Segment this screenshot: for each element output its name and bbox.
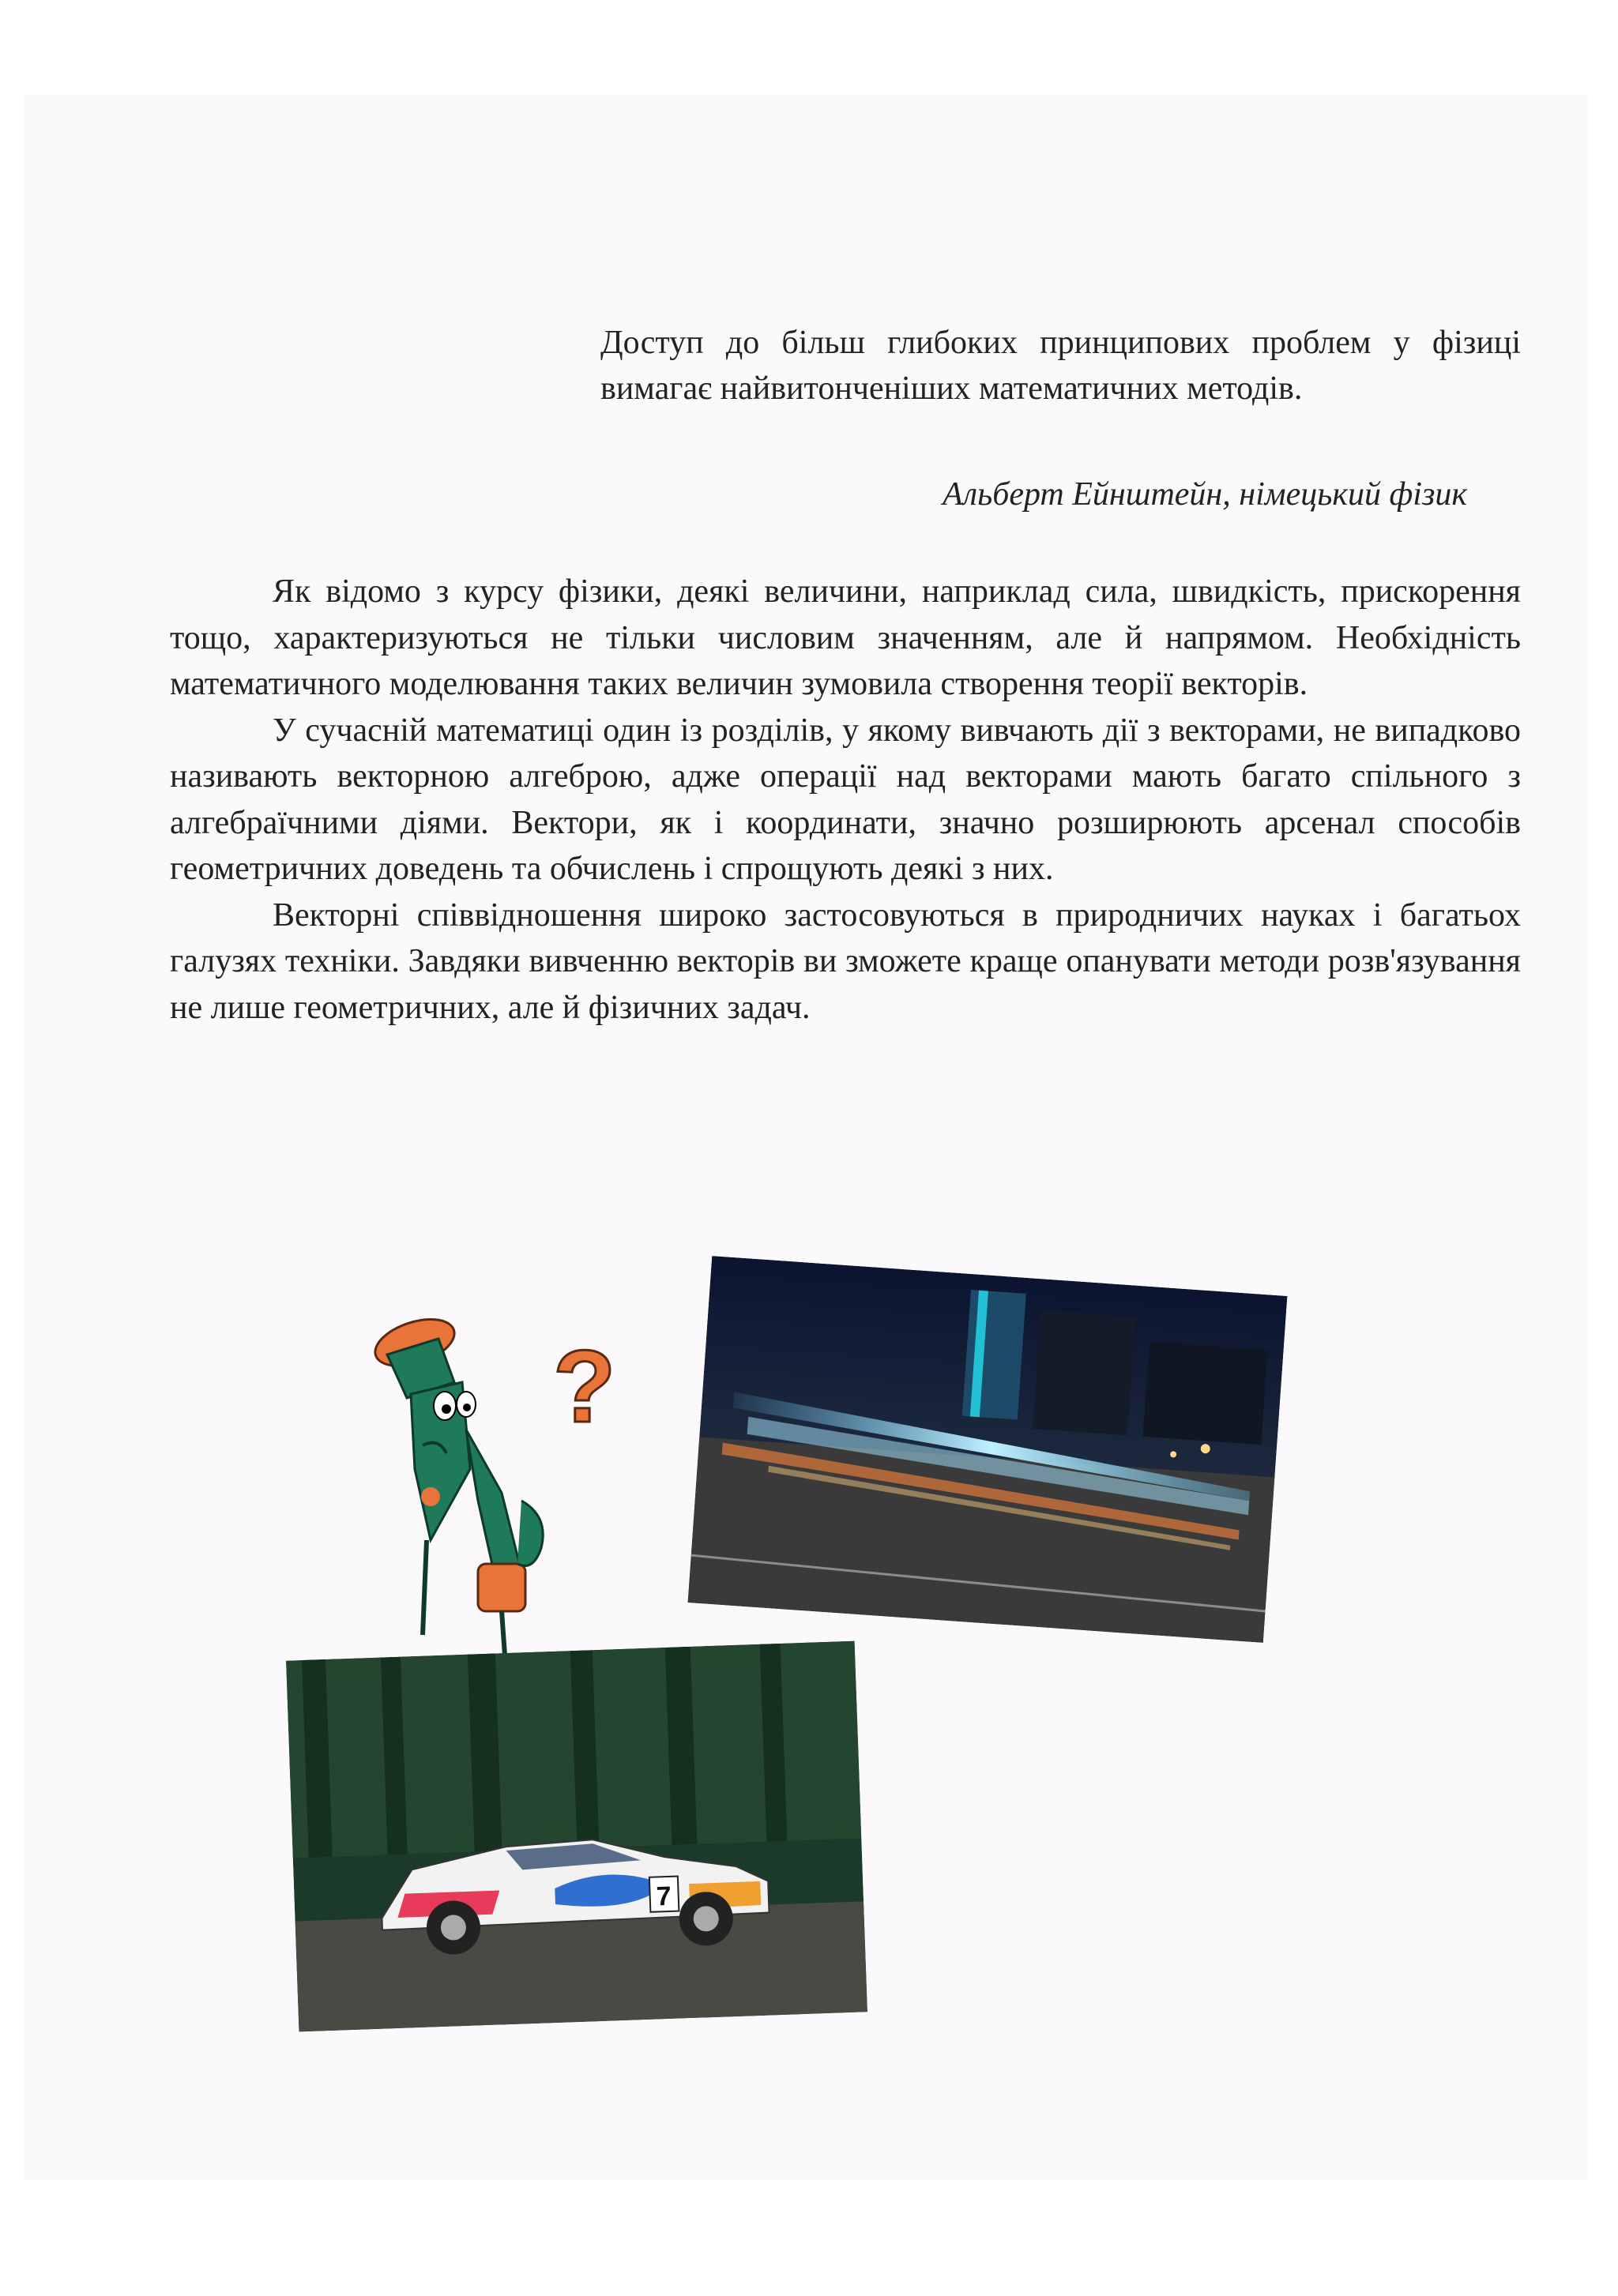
epigraph-quote: Доступ до більш глибоких принципових проблем у фізиці вимагає найвитонченіших математичних методів. bbox=[600, 325, 1521, 407]
night-traffic-photo bbox=[688, 1256, 1288, 1643]
question-mark: ? bbox=[553, 1328, 616, 1444]
paragraph-3: Векторні співвідношення широко застосовуються в природничих науках і багатьох галузях техніки. Завдяки вивченню векторів ви зможете краще опанувати методи розв'язування не лише геометричних, але й фізичних задач. bbox=[170, 896, 1521, 1026]
compass-mascot-illustration bbox=[352, 1311, 636, 1690]
epigraph-author: Альберт Ейнштейн, німецький фізик bbox=[943, 476, 1467, 513]
paragraph-2: У сучасній математиці один із розділів, у якому вивчають дії з векторами, не випадково називають векторною алгеброю, адже операції над векторами мають багато спільного з алгебраїчними діями. Вектори, як і координати, значно розширюють арсенал способів геометричних доведень та обчислень і спрощують деякі з них. bbox=[170, 712, 1521, 887]
rally-car-photo bbox=[286, 1641, 867, 2032]
main-text bbox=[170, 569, 1521, 1031]
paragraph-1: Як відомо з курсу фізики, деякі величини, наприклад сила, швидкість, прискорення тощо, характеризуються не тільки числовим значенням, але й напрямом. Необхідність математичного моделювання таких величин зумовила створення теорії векторів. bbox=[170, 573, 1521, 702]
car-number: 7 bbox=[656, 1881, 672, 1912]
